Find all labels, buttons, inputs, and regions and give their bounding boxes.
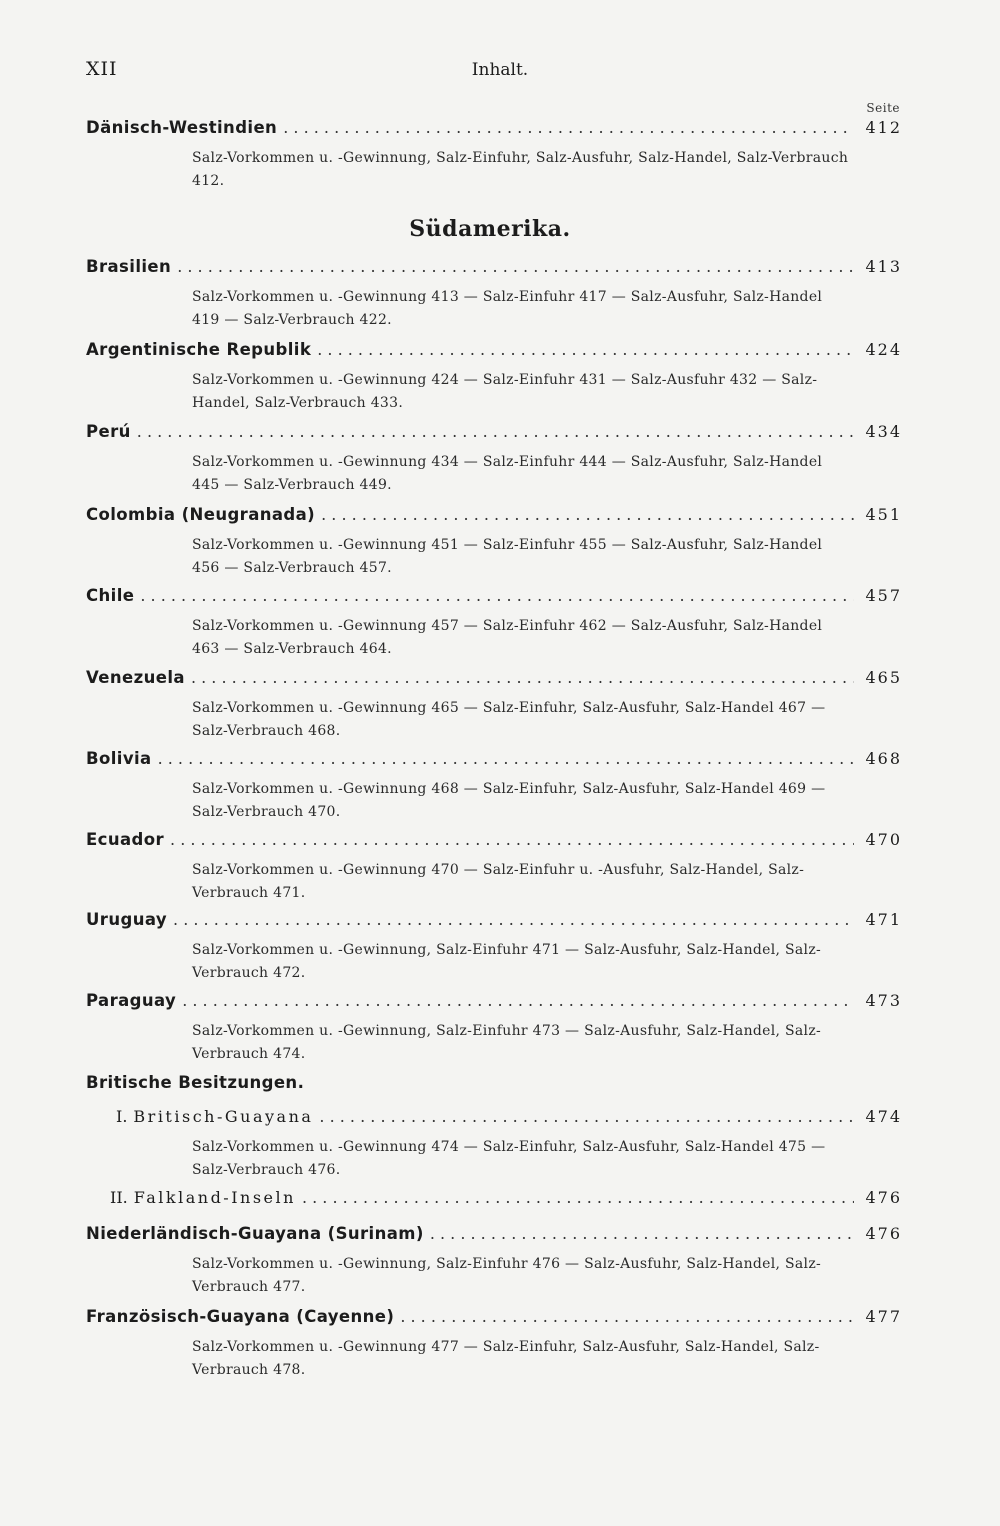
entry-page: 476 [865,1224,902,1243]
entry-name: Dänisch-Westindien [86,118,278,137]
entry-page: 434 [865,422,902,441]
entry-page: 471 [865,910,902,929]
toc-entry [86,422,902,497]
toc-entry [86,830,902,905]
entry-description: Salz-Vorkommen u. -Gewinnung, Salz-Einfuhr, Salz-Ausfuhr, Salz-Handel, Salz-Verbrauch 412. [192,150,849,189]
entry-description: Salz-Vorkommen u. -Gewinnung 468 — Salz-Einfuhr, Salz-Ausfuhr, Salz-Handel 469 — Salz-Verbrauch 470. [192,781,826,820]
entry-description: Salz-Vorkommen u. -Gewinnung, Salz-Einfuhr 476 — Salz-Ausfuhr, Salz-Handel, Salz-Verbrauch 477. [192,1256,822,1295]
subentry-number: I. [116,1107,128,1126]
entry-name: Ecuador [86,830,165,849]
entry-page: 424 [865,340,902,359]
entry-name: Bolivia [86,749,152,768]
entry-name: Falkland-Inseln [133,1188,296,1207]
toc-entry [86,505,902,580]
entry-page: 457 [865,586,902,605]
entry-page: 413 [865,257,902,276]
entry-name: Niederländisch-Guayana (Surinam) [86,1224,424,1243]
entry-page: 477 [865,1307,902,1326]
entry-page: 451 [865,505,902,524]
entry-description: Salz-Vorkommen u. -Gewinnung 451 — Salz-Einfuhr 455 — Salz-Ausfuhr, Salz-Handel 456 — Salz-Verbrauch 457. [192,537,823,576]
entry-name: Perú [86,422,131,441]
entry-name: Argentinische Republik [86,340,312,359]
toc-entry [86,118,902,193]
entry-name: Französisch-Guayana (Cayenne) [86,1307,395,1326]
entry-description: Salz-Vorkommen u. -Gewinnung 470 — Salz-Einfuhr u. -Ausfuhr, Salz-Handel, Salz-Verbrauch 471. [192,862,805,901]
toc-entry [86,257,902,332]
entry-description: Salz-Vorkommen u. -Gewinnung 474 — Salz-Einfuhr, Salz-Ausfuhr, Salz-Handel 475 — Salz-Verbrauch 476. [192,1139,826,1178]
entry-description: Salz-Vorkommen u. -Gewinnung 424 — Salz-Einfuhr 431 — Salz-Ausfuhr 432 — Salz-Handel, Salz-Verbrauch 433. [192,372,818,411]
entry-name: Chile [86,586,135,605]
section-title: Südamerika. [409,216,571,242]
group-title: Britische Besitzungen. [86,1073,305,1092]
entry-page: 473 [865,991,902,1010]
toc-entry [86,1224,902,1299]
page-column-label: Seite [866,101,900,115]
entry-description: Salz-Vorkommen u. -Gewinnung 465 — Salz-Einfuhr, Salz-Ausfuhr, Salz-Handel 467 — Salz-Verbrauch 468. [192,700,826,739]
entry-page: 474 [865,1107,902,1126]
entry-page: 465 [865,668,902,687]
subentry-number: II. [110,1188,128,1207]
entry-description: Salz-Vorkommen u. -Gewinnung 457 — Salz-Einfuhr 462 — Salz-Ausfuhr, Salz-Handel 463 — Salz-Verbrauch 464. [192,618,823,657]
toc-subentry [116,1107,902,1182]
entry-description: Salz-Vorkommen u. -Gewinnung 477 — Salz-Einfuhr, Salz-Ausfuhr, Salz-Handel, Salz-Verbrauch 478. [192,1339,820,1378]
toc-entry [86,910,902,985]
running-title: Inhalt. [471,60,529,80]
toc-entry [86,991,902,1066]
page-number-roman: XII [86,58,118,80]
entry-name: Brasilien [86,257,172,276]
entry-name: Paraguay [86,991,177,1010]
toc-entry [86,340,902,415]
entry-description: Salz-Vorkommen u. -Gewinnung 434 — Salz-Einfuhr 444 — Salz-Ausfuhr, Salz-Handel 445 — Salz-Verbrauch 449. [192,454,823,493]
entry-page: 468 [865,749,902,768]
entry-description: Salz-Vorkommen u. -Gewinnung, Salz-Einfuhr 471 — Salz-Ausfuhr, Salz-Handel, Salz-Verbrauch 472. [192,942,822,981]
entry-name: Britisch-Guayana [133,1107,314,1126]
toc-entry [86,749,902,824]
entry-page: 470 [865,830,902,849]
entry-description: Salz-Vorkommen u. -Gewinnung 413 — Salz-Einfuhr 417 — Salz-Ausfuhr, Salz-Handel 419 — Salz-Verbrauch 422. [192,289,823,328]
toc-entry [86,1307,902,1382]
entry-name: Colombia (Neugranada) [86,505,316,524]
toc-subentry [110,1188,902,1214]
entry-page: 412 [865,118,902,137]
toc-entry [86,586,902,661]
entry-description: Salz-Vorkommen u. -Gewinnung, Salz-Einfuhr 473 — Salz-Ausfuhr, Salz-Handel, Salz-Verbrauch 474. [192,1023,822,1062]
entry-name: Venezuela [86,668,185,687]
entry-name: Uruguay [86,910,168,929]
entry-page: 476 [865,1188,902,1207]
toc-entry [86,668,902,743]
